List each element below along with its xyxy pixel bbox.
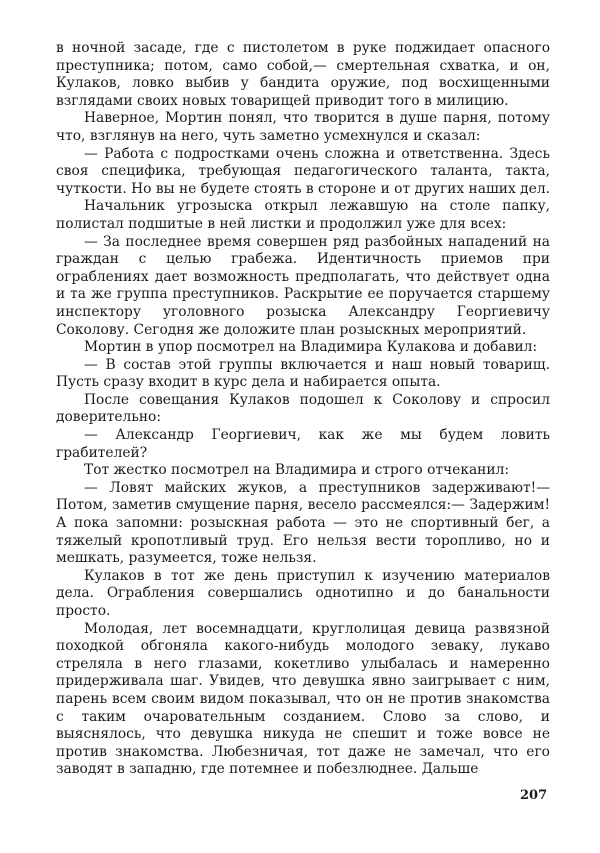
paragraph-7: — В состав этой группы включается и наш новый товарищ. Пусть сразу входит в курс дела и набирается опыта. — [56, 356, 550, 391]
paragraph-2: Наверное, Мортин понял, что творится в душе парня, потому что, взглянув на него, чуть заметно усмехнулся и сказал: — [56, 110, 550, 144]
paragraph-6: Мортин в упор посмотрел на Владимира Кулакова и добавил: — [84, 339, 538, 356]
paragraph-10: Тот жестко посмотрел на Владимира и строго отчеканил: — [84, 462, 509, 479]
paragraph-4: Начальник угрозыска открыл лежавшую на столе папку, полистал подшитые в ней листки и продолжил уже для всех: — [56, 198, 550, 232]
paragraph-11: — Ловят майских жуков, а преступников задерживают!— Потом, заметив смущение парня, весело рассмеялся:— Задержим! А пока запомни: розыскная работа — это не спортивный бег, а тяжелый кропотливый труд. Его нельзя вести торопливо, но и мешкать, разумеется, тоже нельзя. — [56, 479, 550, 567]
paragraph-12: Кулаков в тот же день приступил к изучению материалов дела. Ограбления совершались однотипно и до банальности просто. — [56, 567, 550, 619]
paragraph-1: в ночной засаде, где с пистолетом в руке поджидает опасного преступника; потом, само собой,— смертельная схватка, и он, Кулаков, ловко выбив у бандита оружие, под восхищенными взглядами своих новых товарищей приводит того в милицию. — [56, 40, 550, 109]
paragraph-8: После совещания Кулаков подошел к Соколову и спросил доверительно: — [56, 391, 550, 426]
paragraph-5: — За последнее время совершен ряд разбойных нападений на граждан с целью грабежа. Идентичность приемов при ограблениях дает возможность предполагать, что действует одна и та же группа преступников. Раскрытие ее поручается старшему инспектору уголовного розыска Александру Георгиевичу Соколову. Сегодня же доложите план розыскных мероприятий. — [56, 233, 550, 338]
paragraph-9: — Александр Георгиевич, как же мы будем ловить грабителей? — [56, 427, 550, 461]
page-number: 207 — [520, 788, 548, 803]
paragraph-3: — Работа с подростками очень сложна и ответственна. Здесь своя специфика, требующая педагогического таланта, такта, чуткости. Но вы не будете стоять в стороне и от других наших дел. — [56, 145, 550, 197]
paragraph-13: Молодая, лет восемнадцати, круглолицая девица развязной походкой обгоняла какого-нибудь молодого зеваку, лукаво стреляла в него глазами, кокетливо улыбалась и намеренно придерживала шаг. Увидев, что девушка явно заигрывает с ним, парень всем своим видом показывал, что он не против знакомства с таким очаровательным созданием. Слово за слово, и выяснялось, что девушка никуда не спешит и тоже вовсе не против знакомства. Любезничая, тот даже не замечал, что его заводят в западню, где потемнее и побезлюднее. Дальше — [56, 620, 550, 778]
page-body — [56, 40, 550, 779]
